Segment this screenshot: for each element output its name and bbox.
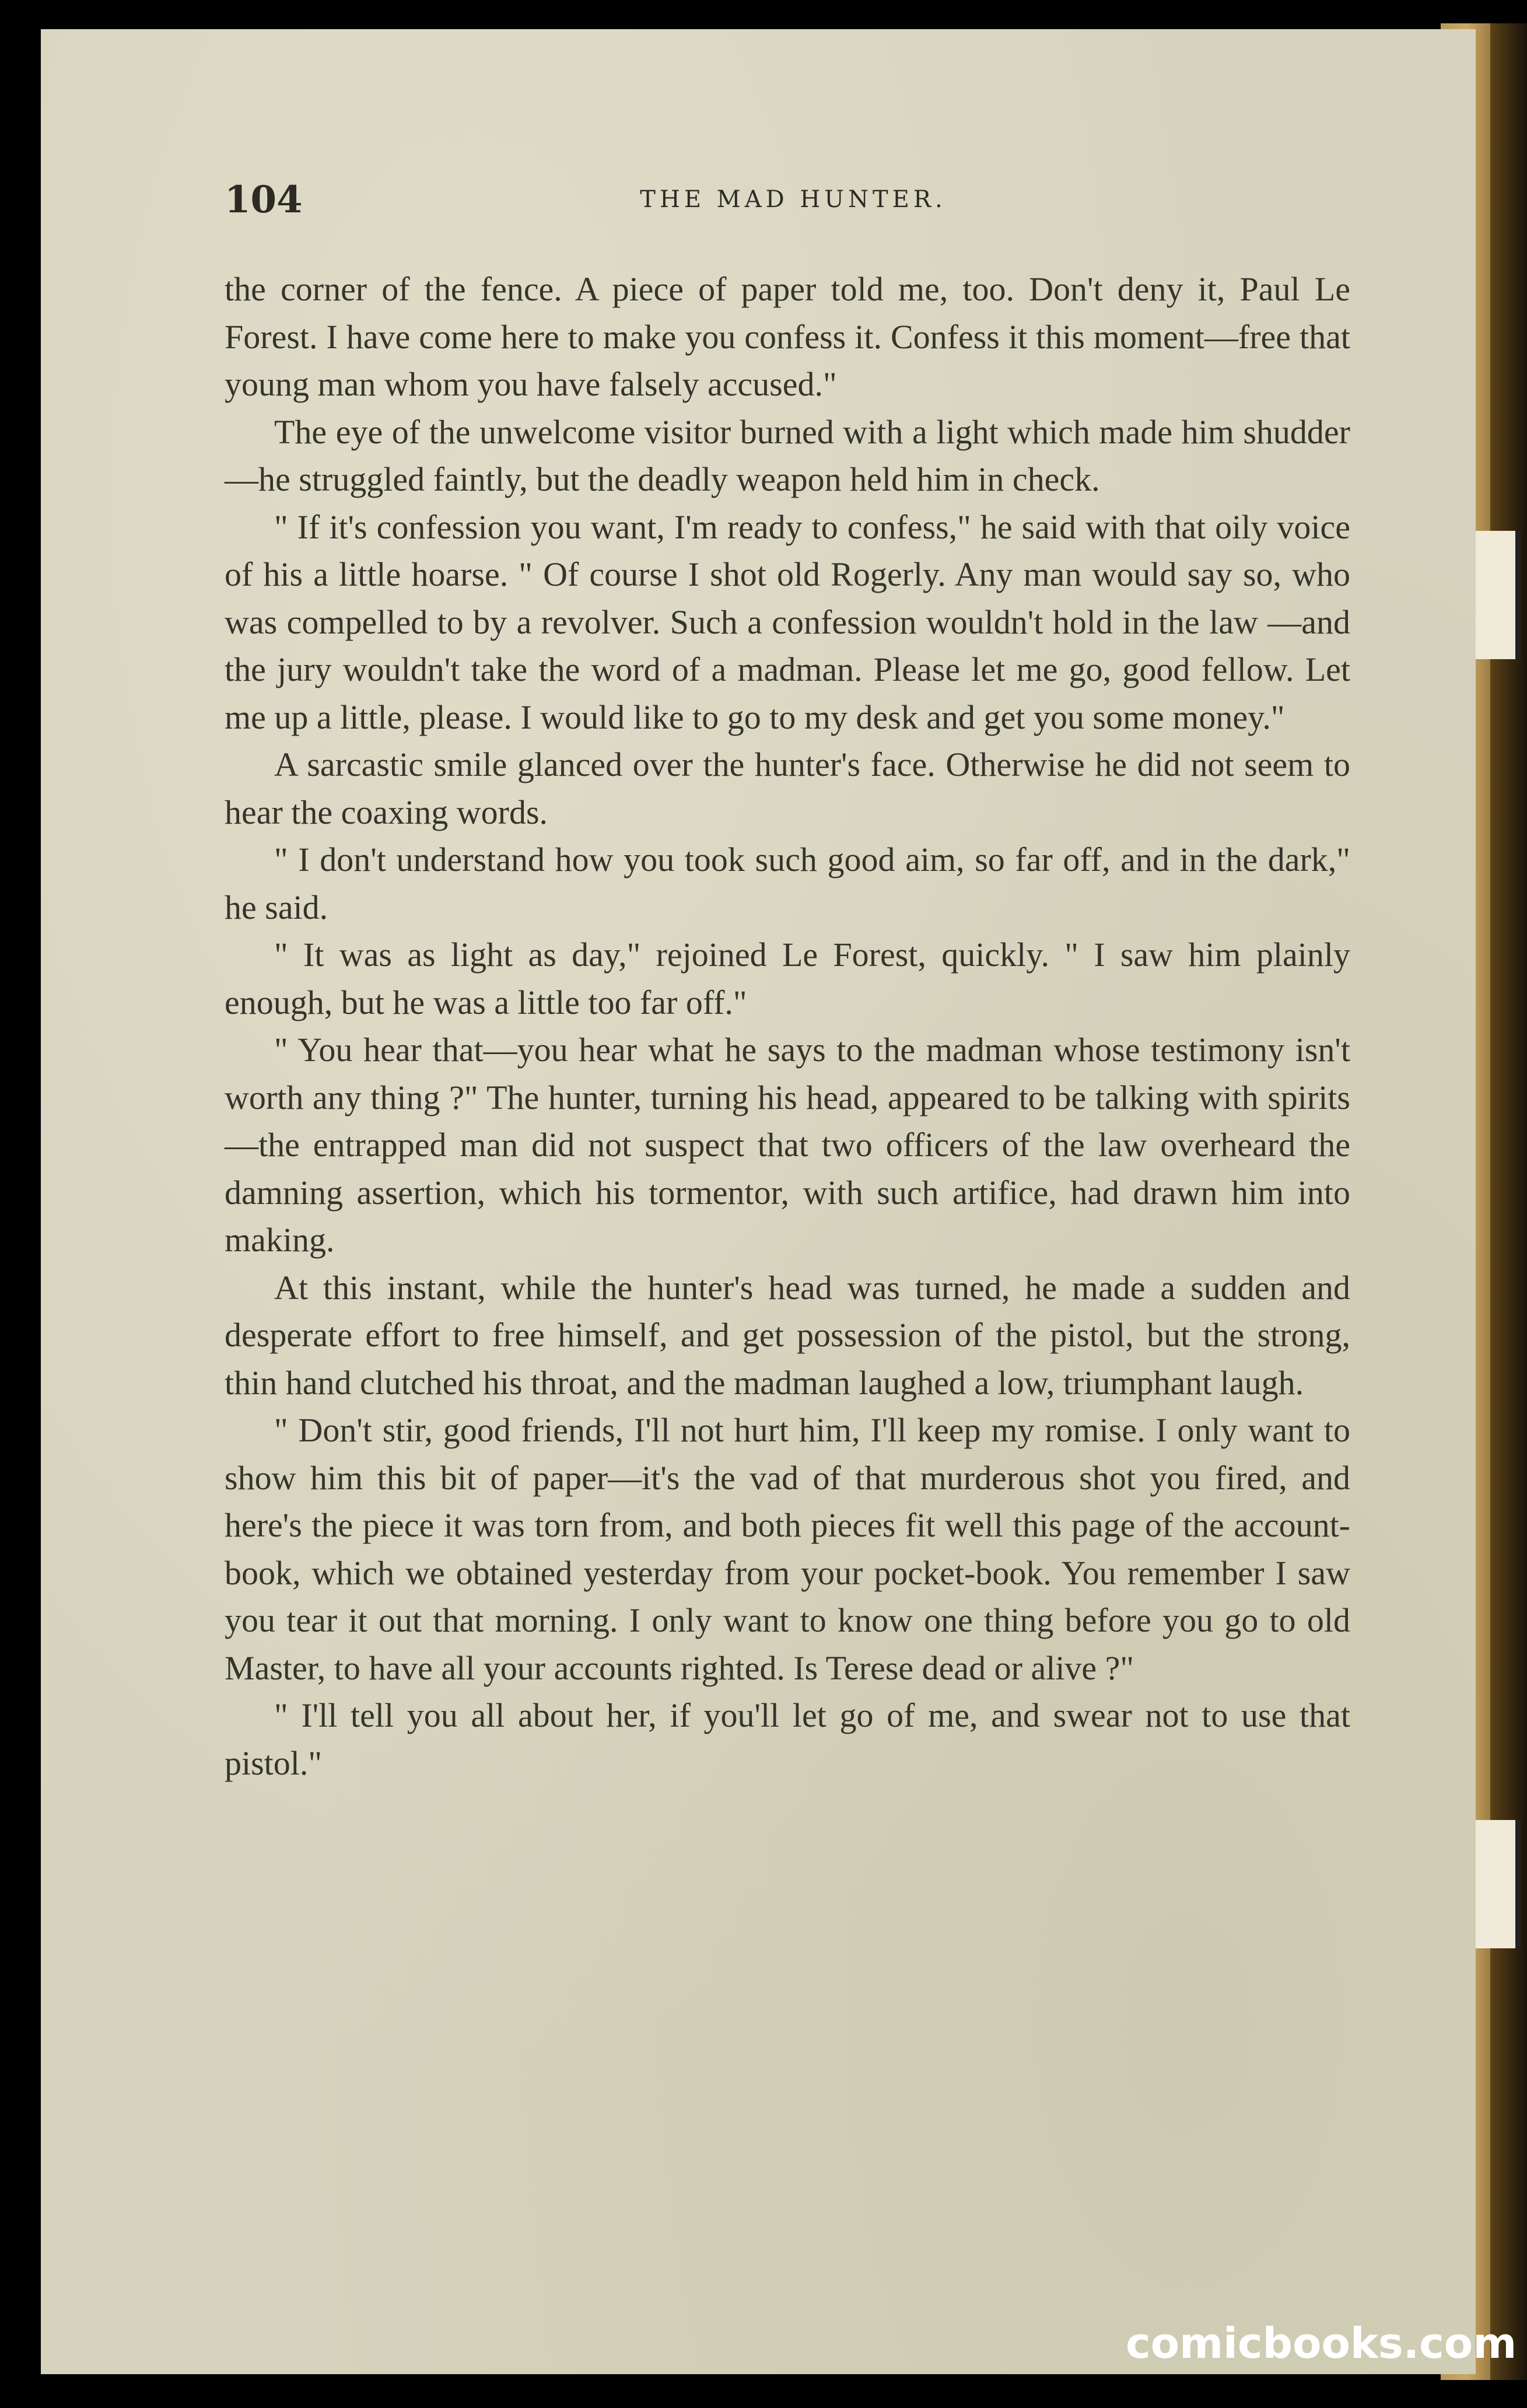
page-number: 104 (225, 178, 303, 222)
running-head: THE MAD HUNTER. (640, 186, 947, 213)
paragraph: the corner of the fence. A piece of paper told me, too. Don't deny it, Paul Le Forest. I have come here to make you confess it. Confess it this moment—free that young man whom you have falsely accused." (225, 270, 1350, 403)
paragraph: " I'll tell you all about her, if you'll let go of me, and swear not to use that pistol." (225, 1696, 1350, 1782)
paragraph: " I don't understand how you took such good aim, so far off, and in the dark," he said. (225, 841, 1350, 926)
paragraph: A sarcastic smile glanced over the hunter's face. Otherwise he did not seem to hear the coaxing words. (225, 746, 1350, 831)
book-spine-edge (1490, 23, 1527, 2380)
body-text (225, 265, 1350, 1787)
paragraph: " Don't stir, good friends, I'll not hurt him, I'll keep my romise. I only want to show him this bit of paper—it's the vad of that murderous shot you fired, and here's the piece it was torn from, and both pieces fit well this page of the account-book, which we obtained yesterday from your pocket-book. You remember I saw you tear it out that morning. I only want to know one thing before you go to old Master, to have all your accounts righted. Is Terese dead or alive ?" (225, 1411, 1350, 1687)
paragraph: At this instant, while the hunter's head was turned, he made a sudden and desperate effort to free himself, and get possession of the pistol, but the strong, thin hand clutched his throat, and the madman laughed a low, triumphant laugh. (225, 1268, 1350, 1402)
paragraph: " If it's confession you want, I'm ready to confess," he said with that oily voice of his a little hoarse. " Of course I shot old Rogerly. Any man would say so, who was compelled to by a revolver. Such a confession wouldn't hold in the law —and the jury wouldn't take the word of a madman. Please let me go, good fellow. Let me up a little, please. I would like to go to my desk and get you some money." (225, 508, 1350, 736)
paragraph: The eye of the unwelcome visitor burned with a light which made him shudder—he struggled faintly, but the deadly weapon held him in check. (225, 412, 1350, 498)
paragraph: " It was as light as day," rejoined Le Forest, quickly. " I saw him plainly enough, but he was a little too far off." (225, 936, 1350, 1021)
watermark: comicbooks.com (1126, 2319, 1517, 2368)
paragraph: " You hear that—you hear what he says to the madman whose testimony isn't worth any thing ?" The hunter, turning his head, appeared to be talking with spirits—the entrapped man did not suspect that two officers of the law overheard the damning assertion, which his tormentor, with such artifice, had drawn him into making. (225, 1031, 1350, 1259)
page-header (225, 178, 1362, 230)
